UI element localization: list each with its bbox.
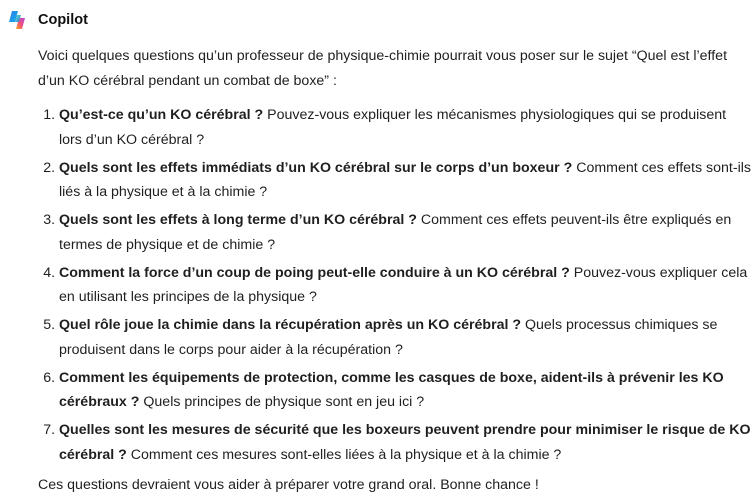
question-title: Quelles sont les mesures de sécurité que les boxeurs peuvent prendre pour minimiser le risque de KO cérébral ? xyxy=(59,422,751,463)
outro-text: Ces questions devraient vous aider à préparer votre grand oral. Bonne chance ! xyxy=(38,477,539,493)
question-title: Quels sont les effets à long terme d’un KO cérébral ? xyxy=(59,212,417,228)
question-title: Quels sont les effets immédiats d’un KO cérébral sur le corps d’un boxeur ? xyxy=(59,159,573,176)
message-body xyxy=(38,44,752,498)
question-detail: Pouvez-vous expliquer cela en utilisant les principes de la physique ? xyxy=(59,264,748,305)
copilot-logo-icon xyxy=(6,9,28,31)
question-detail: Quels principes de physique sont en jeu ici ? xyxy=(139,394,425,410)
list-item xyxy=(59,313,752,362)
question-detail: Pouvez-vous expliquer les mécanismes physiologiques qui se produisent lors d’un KO cérébral ? xyxy=(59,107,727,148)
message-header xyxy=(6,9,88,31)
question-title: Quel rôle joue la chimie dans la récupération après un KO cérébral ? xyxy=(59,317,522,333)
question-detail: Quels processus chimiques se produisent dans le corps pour aider à la récupération ? xyxy=(59,317,718,358)
app-name: Copilot xyxy=(38,12,88,28)
list-item xyxy=(59,418,752,467)
question-title: Qu’est-ce qu’un KO cérébral ? xyxy=(59,107,264,123)
question-detail: Comment ces mesures sont-elles liées à la physique et à la chimie ? xyxy=(126,446,562,463)
question-title: Comment la force d’un coup de poing peut-elle conduire à un KO cérébral ? xyxy=(59,264,570,281)
list-item xyxy=(59,366,752,415)
question-title: Comment les équipements de protection, comme les casques de boxe, aident-ils à prévenir les KO cérébraux ? xyxy=(59,369,724,410)
question-detail: Comment ces effets peuvent-ils être expliqués en termes de physique et de chimie ? xyxy=(59,212,732,253)
list-item xyxy=(59,208,752,257)
question-detail: Comment ces effets sont-ils liés à la physique et à la chimie ? xyxy=(59,159,751,200)
list-item xyxy=(59,261,752,310)
list-item xyxy=(59,103,752,152)
intro-text: Voici quelques questions qu’un professeur de physique-chimie pourrait vous poser sur le sujet “Quel est l’effet d’un KO cérébral pendant un combat de boxe” : xyxy=(38,48,728,89)
question-list xyxy=(38,103,752,467)
list-item xyxy=(59,156,752,205)
